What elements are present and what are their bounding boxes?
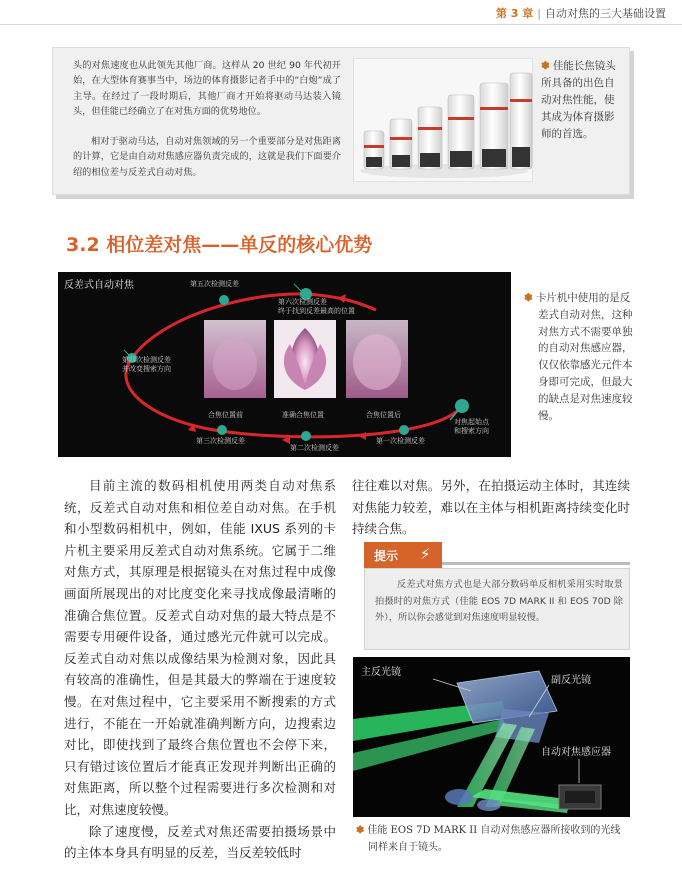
label-third-check: 第三次检测反差 — [196, 437, 245, 445]
diagram-title: 反差式自动对焦 — [64, 280, 134, 291]
photo-exact-focus — [274, 320, 336, 398]
body-left-column — [64, 475, 336, 864]
lens-element-1 — [445, 789, 473, 805]
label-af-sensor: 自动对焦感应器 — [541, 747, 611, 758]
sensor-caption — [356, 822, 630, 856]
label-fifth-check: 第五次检测反差 — [190, 280, 239, 288]
caption-marker: ✽ — [524, 292, 533, 304]
diagram-caption-text: 卡片机中使用的是反差式自动对焦，这种对焦方式不需要单独的自动对焦感应器，仅仅依靠感光元件本身即可完成，但最大的缺点是对焦速度较慢。 — [535, 292, 633, 422]
label-start-point: 对焦起始点 和搜索方向 — [454, 418, 489, 435]
chapter-number: 第 3 章 — [495, 7, 534, 20]
node-second — [301, 431, 311, 441]
header-rule — [0, 24, 682, 25]
lens-4 — [448, 95, 474, 169]
sensor-caption-text: 佳能 EOS 7D MARK II 自动对焦感应器所接收到的光线同样来自于镜头。 — [367, 825, 621, 853]
label-main-mirror: 主反光镜 — [361, 667, 401, 678]
section-title: 3.2 相位差对焦——单反的核心优势 — [66, 234, 373, 256]
label-fourth-check: 第四次检测反差 并改变搜索方向 — [122, 356, 171, 373]
photo-after-focus — [346, 320, 408, 398]
tip-box — [364, 568, 630, 650]
label-exact-focus: 准确合焦位置 — [282, 411, 324, 419]
body-paragraph-3: 往往难以对焦。另外，在拍摄运动主体时，其连续对焦能力较差，难以在主体与相机距离持续变化时持续合焦。 — [352, 478, 630, 537]
photo-before-focus — [204, 320, 266, 398]
label-sub-mirror: 副反光镜 — [551, 675, 591, 686]
node-third — [217, 425, 227, 435]
lens-6 — [510, 73, 532, 169]
contrast-af-diagram — [58, 272, 511, 457]
lens-photo-caption — [541, 58, 623, 143]
node-fifth — [219, 295, 229, 305]
body-paragraph-1: 目前主流的数码相机使用两类自动对焦系统，反差式自动对焦和相位差自动对焦。在手机和小型数码相机中，例如，佳能 IXUS 系列的卡片机主要采用反差式自动对焦系统。它属于二维对焦方式，其原理是根据镜头在对焦过程中成像画面所展现出的对比度变化来寻找成像最清晰的准确合焦位置。反差式自动对焦的最大特点是不需要专用硬件设备，通过感光元件就可以完成。反差式自动对焦以成像结果为检测对象，因此具有较高的准确性，但是其最大的弊端在于速度较慢。在对焦过程中，它主要采用不断搜索的方式进行，不能在一开始就准确判断方向，边搜索边对比，即使找到了最终合焦位置也不会停下来，只有错过该位置后才能真正发现并判断出正确的对焦距离，所以整个过程需要进行多次检测和对比，对焦速度较慢。 — [64, 478, 336, 817]
label-second-check: 第二次检测反差 — [290, 444, 339, 452]
label-first-check: 第一次检测反差 — [376, 437, 425, 445]
lens-1 — [364, 131, 384, 169]
body-right-column — [352, 475, 630, 540]
tip-label: 提示 — [374, 549, 399, 563]
chapter-title: 自动对焦的三大基础设置 — [545, 7, 666, 20]
telephoto-lenses-illustration — [354, 59, 534, 183]
tip-tab — [364, 542, 442, 568]
diagram-caption — [524, 290, 634, 424]
lens-element-2 — [477, 799, 501, 811]
lens-caption-text: 佳能长焦镜头所具备的出色自动对焦性能，使其成为体育摄影师的首选。 — [541, 60, 616, 140]
lens-5 — [480, 83, 508, 169]
label-after-focus: 合焦位置后 — [366, 411, 401, 419]
arrow-1 — [358, 432, 366, 440]
node-start — [455, 399, 469, 413]
page-header — [0, 0, 682, 26]
lens-3 — [418, 107, 442, 169]
telephoto-lenses-photo — [353, 58, 533, 182]
tip-rule — [442, 562, 630, 565]
header-divider: | — [537, 7, 541, 20]
top-info-box — [52, 47, 630, 195]
tip-text: 反差式对焦方式也是大部分数码单反相机采用实时取景拍摄时的对焦方式（佳能 EOS 7D MARK II 和 EOS 70D 除外），所以你会感觉到对焦速度明显较慢。 — [375, 579, 623, 623]
label-before-focus: 合焦位置前 — [208, 411, 243, 419]
lens-2 — [390, 119, 412, 169]
caption-marker: ✽ — [541, 60, 550, 72]
label-sixth-check: 第六次检测反差 终于找到反差最高的位置 — [278, 298, 355, 315]
af-sensor-diagram — [353, 657, 630, 817]
node-first — [399, 425, 409, 435]
header-text — [496, 5, 666, 21]
top-paragraph-1: 头的对焦速度也从此领先其他厂商。这样从 20 世纪 90 年代初开始，在大型体育赛事当中，场边的体育摄影记者手中的“白炮”成了主导。在经过了一段时期后，其他厂商才开始将驱动马达装入镜头，但佳能已经确立了在对焦方面的优势地位。 — [73, 60, 341, 117]
caption-marker: ✽ — [356, 825, 365, 836]
top-paragraph-2: 相对于驱动马达，自动对焦领域的另一个重要部分是对焦距离的计算，它是由自动对焦感应器负责完成的，这就是我们下面要介绍的相位差与反差式自动对焦。 — [73, 136, 341, 178]
lightning-icon: ⚡ — [420, 545, 431, 563]
body-paragraph-2: 除了速度慢，反差式对焦还需要拍摄场景中的主体本身具有明显的反差，当反差较低时 — [64, 823, 336, 861]
